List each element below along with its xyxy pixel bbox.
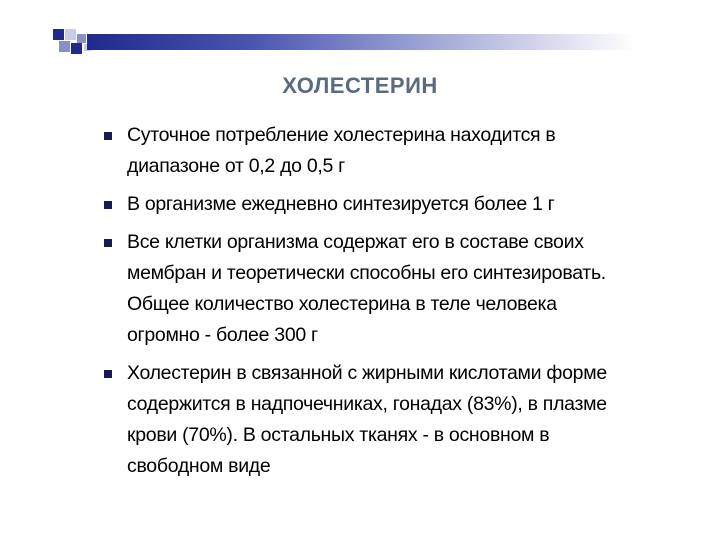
bullet-item [104,358,624,482]
bullet-text: Холестерин в связанной с жирными кислотами форме содержится в надпочечниках, гонадах (83%), в плазме крови (70%). В остальных тканях - в основном в свободном виде [127,362,607,477]
square-bullet-icon [104,201,112,209]
decorative-square [53,29,64,40]
decorative-square [65,29,76,40]
square-bullet-icon [104,132,112,140]
decorative-square [59,41,70,52]
bullet-item [104,120,624,182]
decorative-square [71,43,82,54]
bullet-text: Все клетки организма содержат его в составе своих мембран и теоретически способны его синтезировать. Общее количество холестерина в теле человека огромно - более 300 г [127,231,606,346]
bullet-text: В организме ежедневно синтезируется более 1 г [127,193,555,215]
decorative-square [77,34,86,43]
header-gradient-bar [87,34,635,50]
square-bullet-icon [104,370,112,378]
bullet-item [104,189,624,220]
bullet-text: Суточное потребление холестерина находится в диапазоне от 0,2 до 0,5 г [127,124,556,177]
header-decoration [53,29,635,55]
bullet-list [104,120,624,489]
square-bullet-icon [104,239,112,247]
bullet-item [104,227,624,351]
slide-title: ХОЛЕСТЕРИН [282,73,438,98]
